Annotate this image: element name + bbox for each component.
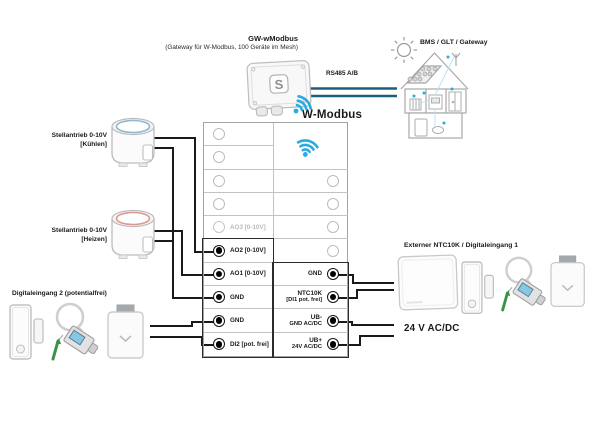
rs485-label: RS485 A/B — [325, 70, 359, 77]
terminal-circle — [213, 291, 225, 303]
terminal-circle — [327, 198, 339, 210]
sun-icon — [391, 37, 417, 63]
actuator-cooling-illustration — [112, 119, 154, 167]
external-ntc10k-label: Externer NTC10K / Digitaleingang 1 — [404, 242, 519, 249]
door-contact-icon — [10, 305, 43, 359]
gateway-title: GW-wModbus — [248, 34, 298, 43]
terminal-row-ao3: AO3 [0-10V] — [204, 216, 274, 239]
terminal-circle — [327, 175, 339, 187]
terminal-row — [204, 170, 274, 193]
actuator-heating-label: Stellantrieb 0-10V [Heizen] — [51, 227, 107, 243]
terminal-circle — [327, 221, 339, 233]
door-contact-icon — [462, 262, 493, 313]
terminal-row — [274, 193, 349, 216]
terminal-row-ub-plus: UB+ 24V AC/DC — [274, 333, 349, 356]
terminal-row-gnd-1: GND — [204, 286, 274, 309]
terminal-row-ao1: AO1 [0-10V] — [204, 263, 274, 286]
wmodbus-label: W-Modbus — [302, 109, 363, 121]
terminal-row-gnd-right: GND — [274, 263, 349, 286]
room-sensor-icon — [398, 255, 458, 310]
terminal-row-ntc10k: NTC10K [DI1 pot. frei] — [274, 286, 349, 309]
terminal-row — [204, 123, 274, 146]
terminal-row — [274, 239, 349, 262]
terminal-circle — [213, 198, 225, 210]
terminal-row-ub-minus: UB- GND AC/DC — [274, 309, 349, 332]
cooling-ring — [117, 121, 150, 133]
terminal-row — [204, 146, 274, 169]
wmodbus-wifi-cell — [274, 123, 349, 170]
rs485-bus-lines — [302, 89, 397, 97]
power-supply-label: 24 V AC/DC — [404, 323, 460, 334]
heating-ring — [117, 213, 150, 225]
terminal-row — [204, 193, 274, 216]
card-switch-icon — [551, 256, 584, 306]
condensation-sensor-icon — [53, 304, 101, 359]
terminal-row-gnd-2: GND — [204, 309, 274, 332]
terminal-row — [274, 170, 349, 193]
terminal-circle — [327, 268, 339, 280]
terminal-circle — [213, 268, 225, 280]
terminal-circle — [213, 245, 225, 257]
card-switch-icon — [108, 305, 143, 358]
terminal-circle — [213, 151, 225, 163]
actuator-heating-illustration — [112, 211, 154, 259]
condensation-sensor-icon — [503, 258, 548, 310]
building-illustration — [401, 53, 468, 138]
terminal-row-ao2: AO2 [0-10V] — [204, 239, 274, 262]
wifi-icon — [284, 128, 328, 164]
gateway-subtitle: (Gateway für W-Modbus, 100 Geräte im Mesh) — [165, 44, 298, 51]
terminal-row-di2: DI2 [pot. frei] — [204, 333, 274, 356]
terminal-circle — [327, 338, 339, 350]
terminal-circle — [213, 338, 225, 350]
terminal-circle — [213, 128, 225, 140]
gateway-logo: S — [274, 76, 284, 93]
terminal-circle — [213, 221, 225, 233]
terminal-row — [274, 216, 349, 239]
terminal-circle — [327, 291, 339, 303]
digital-input-2-label: Digitaleingang 2 (potentialfrei) — [12, 290, 107, 297]
terminal-block — [203, 122, 348, 357]
bms-label: BMS / GLT / Gateway — [420, 39, 488, 46]
terminal-circle — [213, 315, 225, 327]
terminal-circle — [213, 175, 225, 187]
terminal-circle — [327, 315, 339, 327]
actuator-cooling-label: Stellantrieb 0-10V [Kühlen] — [51, 132, 107, 148]
terminal-circle — [327, 245, 339, 257]
